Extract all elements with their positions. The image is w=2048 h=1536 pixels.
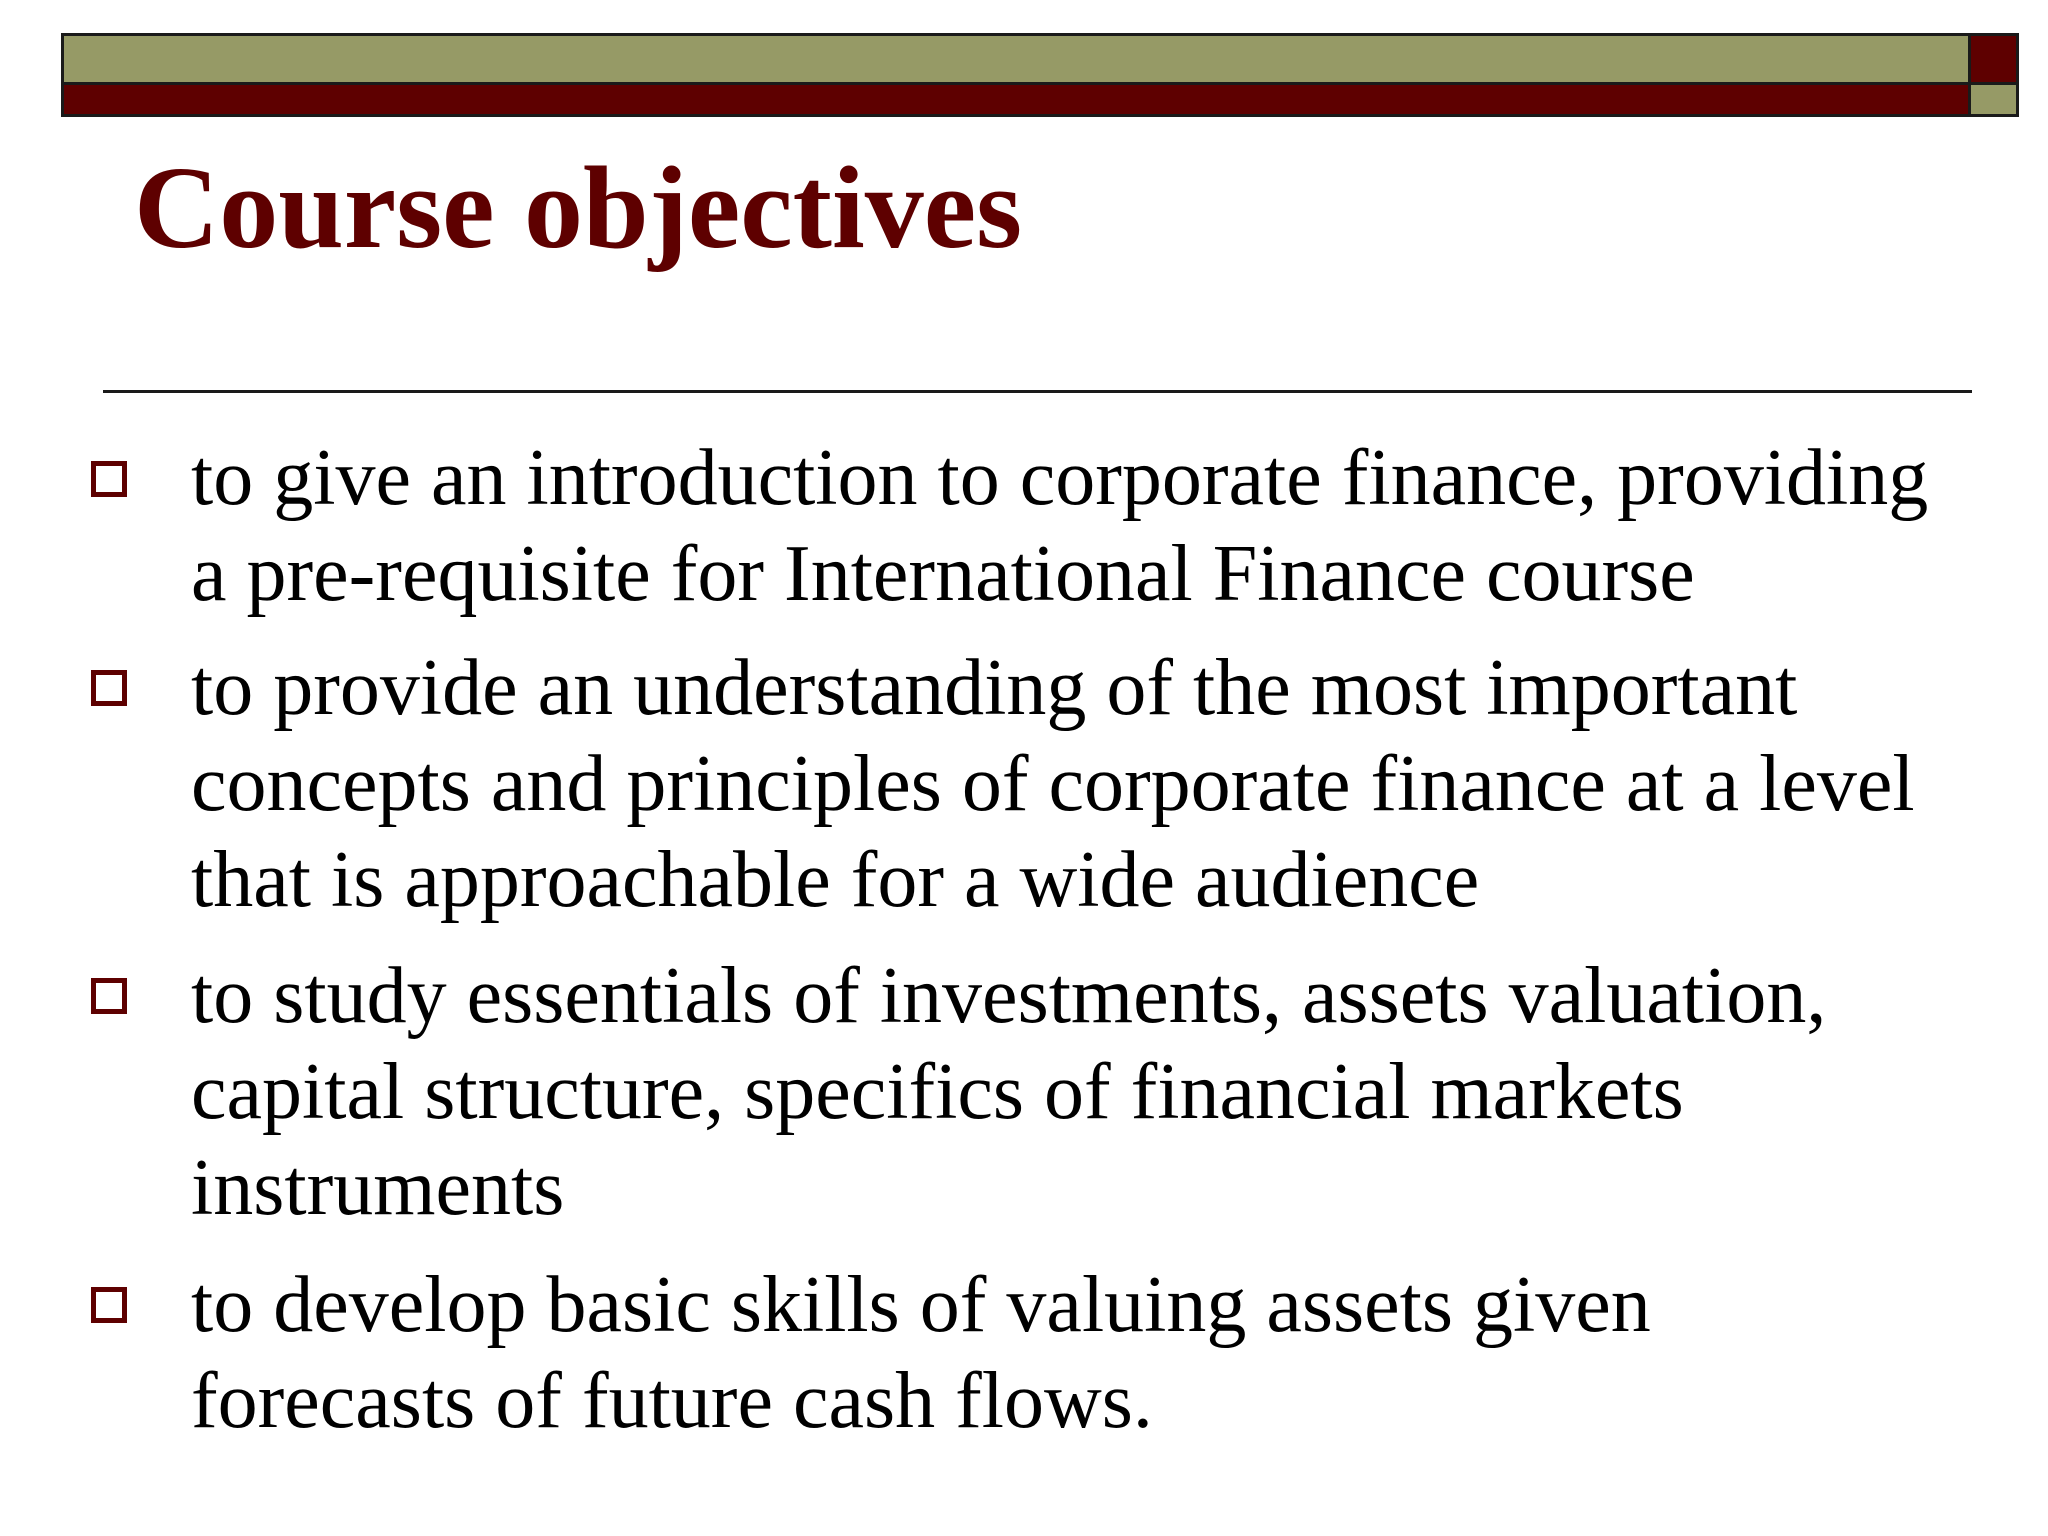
objective-line: to provide an understanding of the most important [191, 644, 1798, 732]
hollow-square-icon [91, 670, 127, 706]
objective-text [191, 640, 2011, 928]
objective-line: concepts and principles of corporate finance at a level [191, 740, 1915, 828]
objective-line: capital structure, specifics of financial markets [191, 1048, 1684, 1136]
objective-line: to give an introduction to corporate finance, providing [191, 434, 1929, 522]
objective-line: forecasts of future cash flows. [191, 1357, 1153, 1445]
objective-text [191, 430, 2011, 622]
objective-line: that is approachable for a wide audience [191, 836, 1480, 924]
hollow-square-icon [91, 1287, 127, 1323]
hollow-square-icon [91, 461, 127, 497]
hollow-square-icon [91, 978, 127, 1014]
objective-text [191, 1257, 2011, 1449]
slide-title: Course objectives [134, 142, 1023, 273]
objective-line: a pre-requisite for International Finance course [191, 530, 1695, 618]
objective-line: to develop basic skills of valuing assets given [191, 1261, 1651, 1349]
objective-line: instruments [191, 1144, 565, 1232]
objective-text [191, 948, 2011, 1236]
objective-line: to study essentials of investments, assets valuation, [191, 952, 1827, 1040]
